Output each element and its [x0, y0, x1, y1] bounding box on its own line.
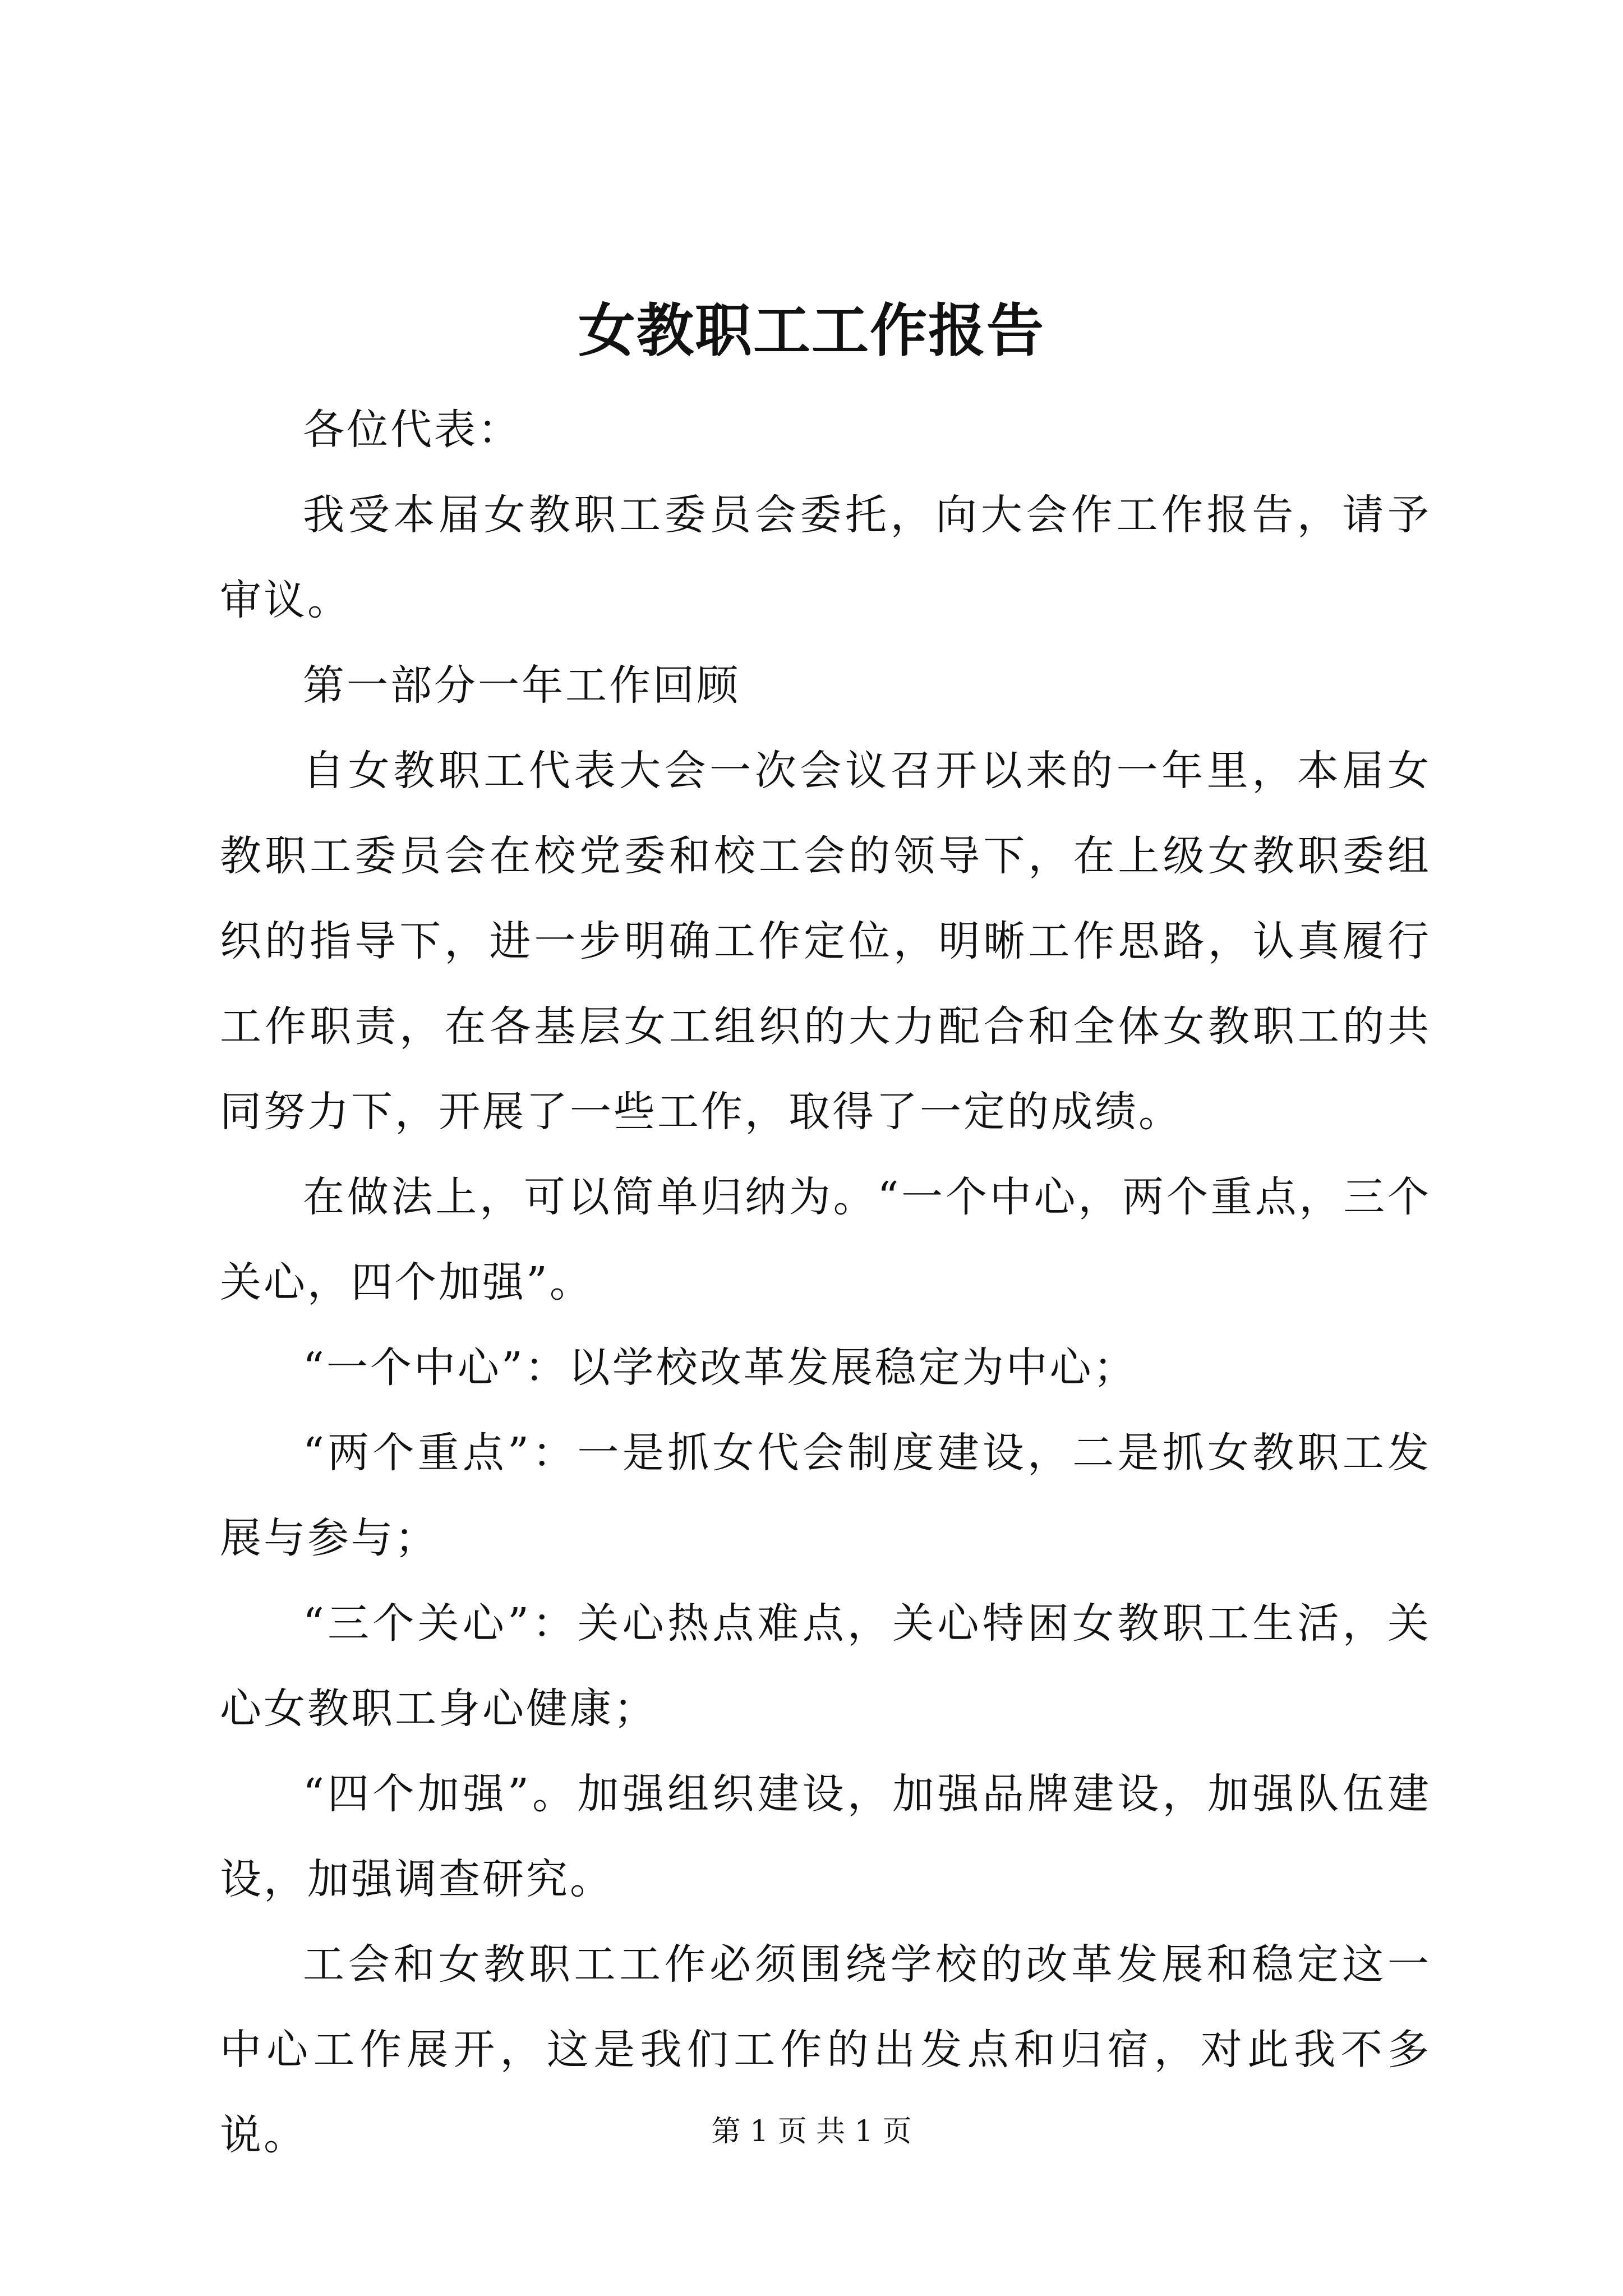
document-title: 女教职工工作报告: [578, 297, 1045, 365]
section-heading: 第一部分一年工作回顾: [303, 661, 740, 710]
paragraph-four-strengthen: “四个加强”。加强组织建设，加强品牌建设，加强队伍建设，加强调查研究。: [220, 1770, 1431, 1903]
paragraph-closing: 工会和女教职工工作必须围绕学校的改革发展和稳定这一中心工作展开，这是我们工作的出发点和归宿，对此我不多说。: [220, 1940, 1431, 2159]
paragraph-two-focus: “两个重点”：一是抓女代会制度建设，二是抓女教职工发展与参与；: [220, 1429, 1431, 1562]
paragraph-review: 自女教职工代表大会一次会议召开以来的一年里，本届女教职工委员会在校党委和校工会的领导下，在上级女教职委组织的指导下，进一步明确工作定位，明晰工作思路，认真履行工作职责，在各基层女工组织的大力配合和全体女教职工的共同努力下，开展了一些工作，取得了一定的成绩。: [220, 747, 1431, 1136]
paragraph-three-care: “三个关心”：关心热点难点，关心特困女教职工生活，关心女教职工身心健康；: [220, 1599, 1431, 1733]
paragraph-salutation: 各位代表：: [303, 406, 522, 454]
paragraph-one-center: “一个中心”：以学校改革发展稳定为中心；: [303, 1343, 1137, 1392]
paragraph-intro: 我受本届女教职工委员会委托，向大会作工作报告，请予审议。: [220, 491, 1431, 624]
page-footer: 第 1 页 共 1 页: [711, 2115, 912, 2148]
paragraph-summary: 在做法上，可以简单归纳为。“一个中心，两个重点，三个关心，四个加强”。: [220, 1173, 1431, 1306]
document-body: [220, 387, 1431, 2178]
